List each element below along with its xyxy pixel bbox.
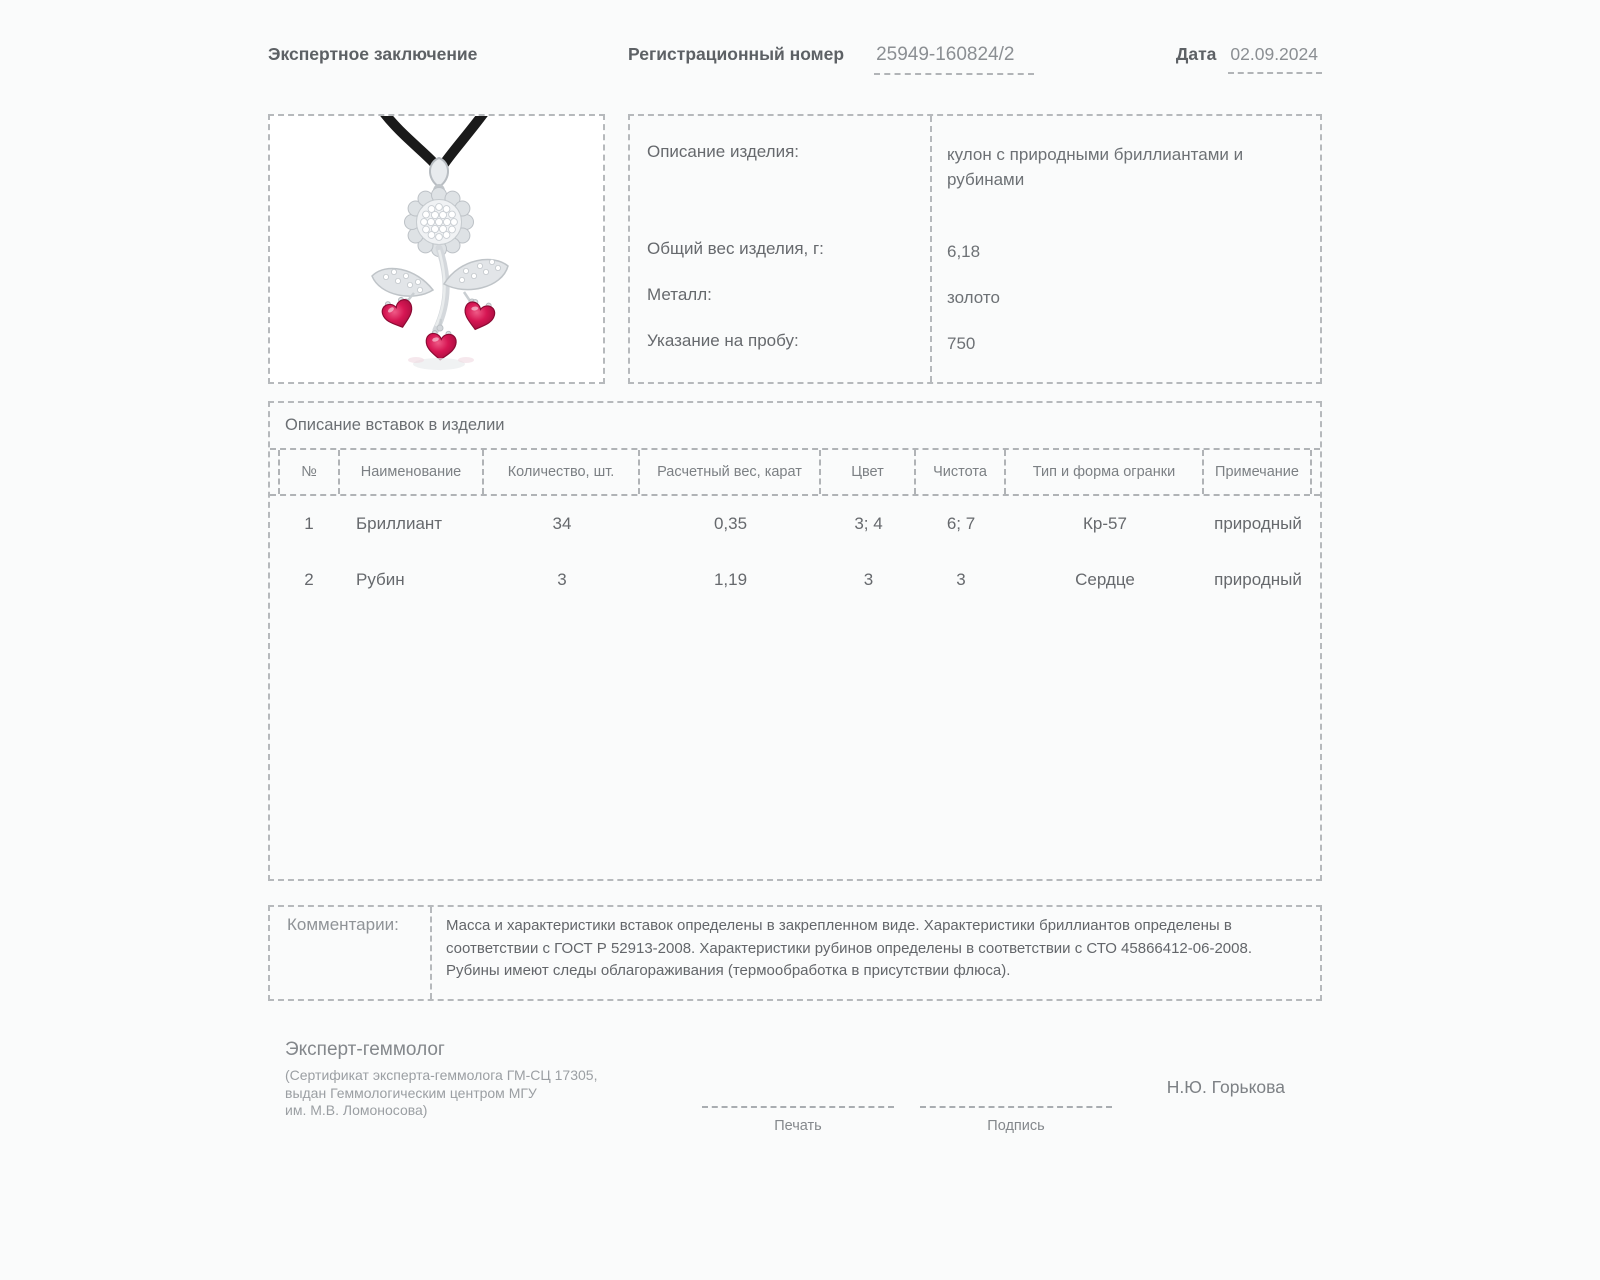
cell-number: 2	[304, 570, 314, 589]
column-header-clarity: Чистота	[916, 450, 1006, 494]
expert-name: Н.Ю. Горькова	[1166, 1077, 1285, 1097]
cell-note: природный	[1214, 514, 1302, 533]
cell-weight: 1,19	[713, 570, 748, 589]
cell-color: 3	[863, 570, 874, 589]
signature-label: Подпись	[987, 1118, 1045, 1134]
registration-number-label: Регистрационный номер	[628, 44, 845, 64]
product-field-label: Общий вес изделия, г:	[647, 239, 824, 258]
comments-text: Масса и характеристики вставок определены в закрепленном виде. Характеристики бриллиантов определены в соответствии с ГОСТ Р 52913-2008. Характеристики рубинов определены в соответствии с СТО 45866412-06-2008. Рубины имеют следы облагораживания (термообработка в присутствии флюса).	[446, 917, 1252, 979]
description-divider	[930, 116, 932, 382]
stamp-label: Печать	[774, 1118, 822, 1134]
product-description-box	[628, 114, 1322, 384]
expert-title: Эксперт-геммолог	[285, 1039, 445, 1060]
certificate-line: (Сертификат эксперта-геммолога ГМ-СЦ 17305,	[285, 1067, 598, 1083]
cell-clarity: 6; 7	[946, 514, 976, 533]
cell-note: природный	[1214, 570, 1302, 589]
column-header-name: Наименование	[340, 450, 484, 494]
comments-divider	[430, 907, 432, 999]
column-header-quantity: Количество, шт.	[484, 450, 640, 494]
certificate-page	[268, 0, 1322, 1169]
product-field-value: 750	[947, 334, 976, 353]
stamp-line	[702, 1106, 894, 1108]
signature-footer	[268, 1039, 1322, 1169]
table-header-row	[278, 450, 1312, 494]
table-body	[270, 496, 1320, 608]
cell-cut: Сердце	[1075, 570, 1135, 589]
comments-label: Комментарии:	[287, 915, 399, 934]
signature-area	[920, 1106, 1112, 1134]
inserts-section	[268, 401, 1322, 881]
cell-color: 3; 4	[854, 514, 883, 533]
date-label: Дата	[1175, 44, 1217, 64]
document-header	[268, 44, 1322, 75]
product-field-value: кулон с природными бриллиантами и рубинами	[947, 145, 1244, 189]
column-header-number: №	[278, 450, 340, 494]
cell-name: Рубин	[356, 570, 405, 589]
column-header-color: Цвет	[821, 450, 916, 494]
certificate-line: выдан Геммологическим центром МГУ	[285, 1084, 537, 1101]
pendant-illustration	[270, 116, 603, 382]
comments-section	[268, 905, 1322, 1001]
pendant-photo	[268, 114, 605, 384]
table-row	[278, 496, 1312, 552]
table-row	[278, 552, 1312, 608]
cell-weight: 0,35	[713, 514, 748, 533]
document-title: Экспертное заключение	[268, 44, 478, 64]
product-section	[268, 114, 1322, 384]
cell-quantity: 34	[552, 514, 572, 533]
stamp-area	[702, 1106, 894, 1134]
product-field-label: Указание на пробу:	[647, 331, 799, 350]
cell-clarity: 3	[956, 570, 966, 589]
inserts-title: Описание вставок в изделии	[285, 416, 505, 434]
product-field-value: 6,18	[947, 242, 981, 261]
column-header-weight: Расчетный вес, карат	[640, 450, 821, 494]
product-field-value: золото	[947, 288, 1000, 307]
cell-cut: Кр-57	[1083, 514, 1127, 533]
column-header-note: Примечание	[1204, 450, 1312, 494]
registration-number-value: 25949-160824/2	[874, 44, 1034, 75]
cell-quantity: 3	[557, 570, 567, 589]
product-field-label: Описание изделия:	[647, 142, 800, 161]
date-value: 02.09.2024	[1228, 44, 1322, 74]
cell-number: 1	[304, 514, 314, 533]
signature-line	[920, 1106, 1112, 1108]
cell-name: Бриллиант	[356, 514, 443, 533]
expert-certificate-info	[285, 1067, 597, 1120]
column-header-cut: Тип и форма огранки	[1006, 450, 1204, 494]
certificate-line: им. М.В. Ломоносова)	[285, 1102, 428, 1118]
product-field-label: Металл:	[647, 285, 712, 304]
